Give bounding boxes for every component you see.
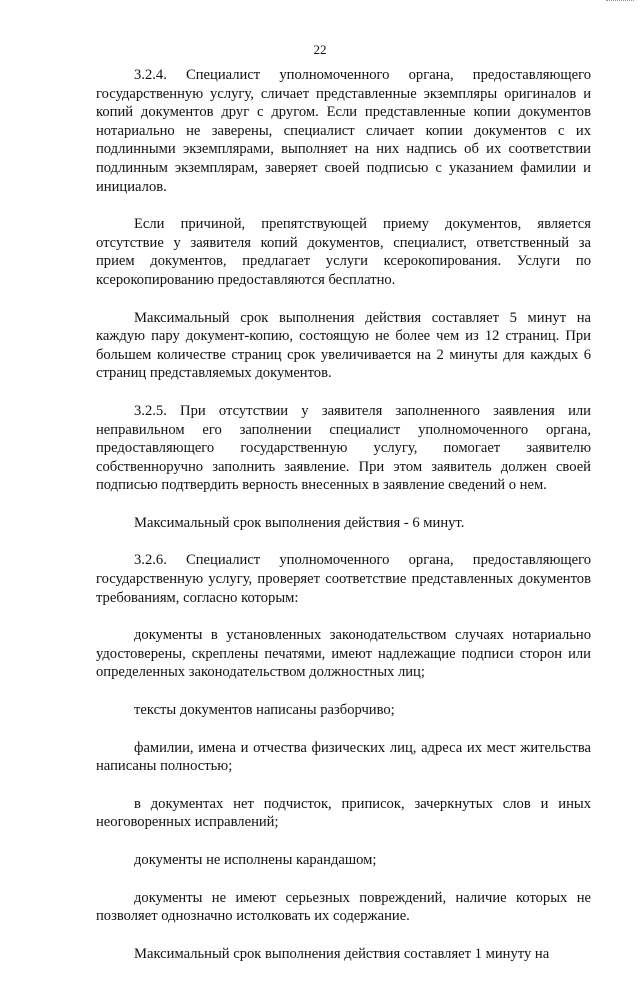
paragraph-3-2-5: 3.2.5. При отсутствии у заявителя заполненного заявления или неправильном его заполнении специалист уполномоченного органа, предоставляющего государственную услугу, помогает заявителю собственноручно заполнить заявление. При этом заявитель должен своей подписью подтвердить верность внесенных в заявление сведений о нем.: [96, 402, 591, 494]
requirement-full-names: фамилии, имена и отчества физических лиц, адреса их мест жительства написаны полностью;: [96, 739, 591, 775]
requirement-legible: тексты документов написаны разборчиво;: [134, 702, 395, 719]
paragraph-max-time-1-min: Максимальный срок выполнения действия составляет 1 минуту на: [134, 945, 550, 962]
page-number: 22: [313, 42, 327, 57]
paragraph-max-time-6-min: Максимальный срок выполнения действия - 6 минут.: [134, 514, 465, 531]
paragraph-photocopy-service: Если причиной, препятствующей приему документов, является отсутствие у заявителя копий документов, специалист, ответственный за прием документов, предлагает услуги ксерокопирования. Услуги по ксерокопированию предоставляются бесплатно.: [96, 216, 591, 288]
document-body: [96, 66, 591, 982]
paragraph-3-2-4: 3.2.4. Специалист уполномоченного органа, предоставляющего государственную услугу, сличает представленные экземпляры оригиналов и копий документов друг с другом. Если представленные копии документов нотариально не заверены, специалист сличает копии документов с их подлинными экземплярами, выполняет на них надпись об их соответствии подлинным экземплярам, заверяет своей подписью с указанием фамилии и инициалов.: [96, 67, 591, 195]
scan-corner-mark: [606, 0, 634, 3]
paragraph-3-2-6: 3.2.6. Специалист уполномоченного органа, предоставляющего государственную услугу, проверяет соответствие представленных документов требованиям, согласно которым:: [96, 552, 591, 606]
requirement-not-pencil: документы не исполнены карандашом;: [134, 852, 377, 868]
requirement-no-damage: документы не имеют серьезных повреждений, наличие которых не позволяет однозначно истолковать их содержание.: [96, 889, 591, 925]
requirement-no-corrections: в документах нет подчисток, приписок, зачеркнутых слов и иных неоговоренных исправлений;: [96, 795, 591, 831]
requirement-notarized: документы в установленных законодательством случаях нотариально удостоверены, скреплены печатями, имеют надлежащие подписи сторон или определенных законодательством должностных лиц;: [96, 627, 591, 681]
paragraph-max-time-5-min: Максимальный срок выполнения действия составляет 5 минут на каждую пару документ-копию, состоящую не более чем из 12 страниц. При большем количестве страниц срок увеличивается на 2 минуты для каждых 6 страниц представляемых документов.: [96, 309, 591, 382]
